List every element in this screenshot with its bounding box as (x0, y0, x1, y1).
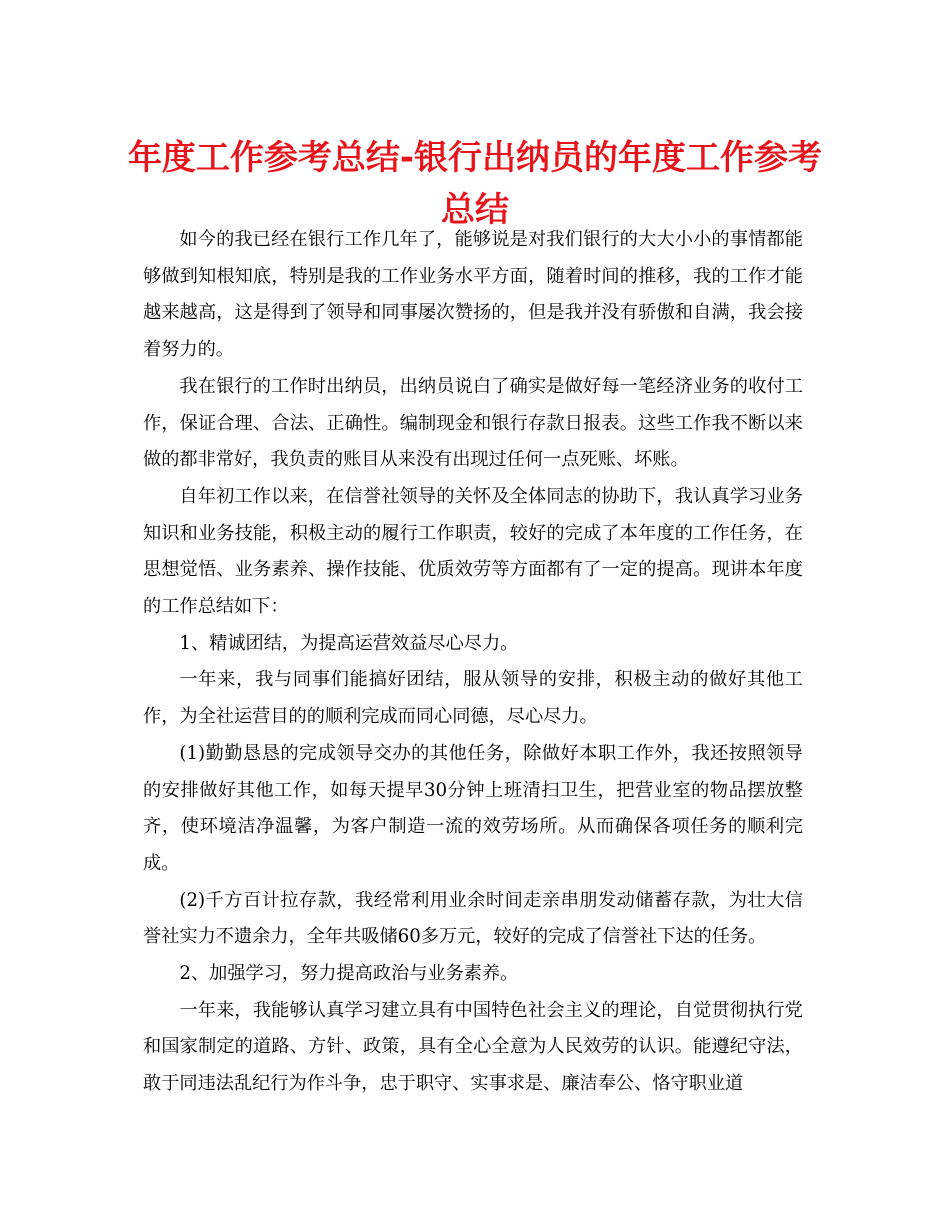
section-heading: 1、精诚团结，为提高运营效益尽心尽力。 (179, 632, 519, 654)
paragraph: 我在银行的工作时出纳员，出纳员说白了确实是做好每一笔经济业务的收付工作，保证合理、合法、正确性。编制现金和银行存款日报表。这些工作我不断以来做的都非常好，我负责的账目从来没有出现过任何一点死账、坏账。 (143, 375, 803, 471)
paragraph: (2)千方百计拉存款，我经常利用业余时间走亲串朋发动储蓄存款，为壮大信誉社实力不遗余力，全年共吸储60多万元，较好的完成了信誉社下达的任务。 (143, 889, 803, 948)
paragraph: 一年来，我能够认真学习建立具有中国特色社会主义的理论，自觉贯彻执行党和国家制定的道路、方针、政策，具有全心全意为人民效劳的认识。能遵纪守法，敢于同违法乱纪行为作斗争，忠于职守、实事求是、廉洁奉公、恪守职业道 (143, 999, 803, 1095)
document-body (143, 222, 803, 1103)
paragraph: 一年来，我与同事们能搞好团结，服从领导的安排，积极主动的做好其他工作，为全社运营目的的顺利完成而同心同德，尽心尽力。 (143, 669, 803, 728)
document-title: 年度工作参考总结-银行出纳员的年度工作参考总结 (127, 138, 823, 230)
paragraph: 如今的我已经在银行工作几年了，能够说是对我们银行的大大小小的事情都能够做到知根知底，特别是我的工作业务水平方面，随着时间的推移，我的工作才能越来越高，这是得到了领导和同事屡次赞扬的，但是我并没有骄傲和自满，我会接着努力的。 (143, 229, 803, 361)
paragraph: 自年初工作以来，在信誉社领导的关怀及全体同志的协助下，我认真学习业务知识和业务技能，积极主动的履行工作职责，较好的完成了本年度的工作任务，在思想觉悟、业务素养、操作技能、优质效劳等方面都有了一定的提高。现讲本年度的工作总结如下： (143, 485, 803, 618)
paragraph: (1)勤勤恳恳的完成领导交办的其他任务，除做好本职工作外，我还按照领导的安排做好其他工作，如每天提早30分钟上班清扫卫生，把营业室的物品摆放整齐，使环境洁净温馨，为客户制造一流的效劳场所。从而确保各项任务的顺利完成。 (143, 742, 803, 874)
section-heading: 2、加强学习，努力提高政治与业务素养。 (179, 963, 519, 985)
